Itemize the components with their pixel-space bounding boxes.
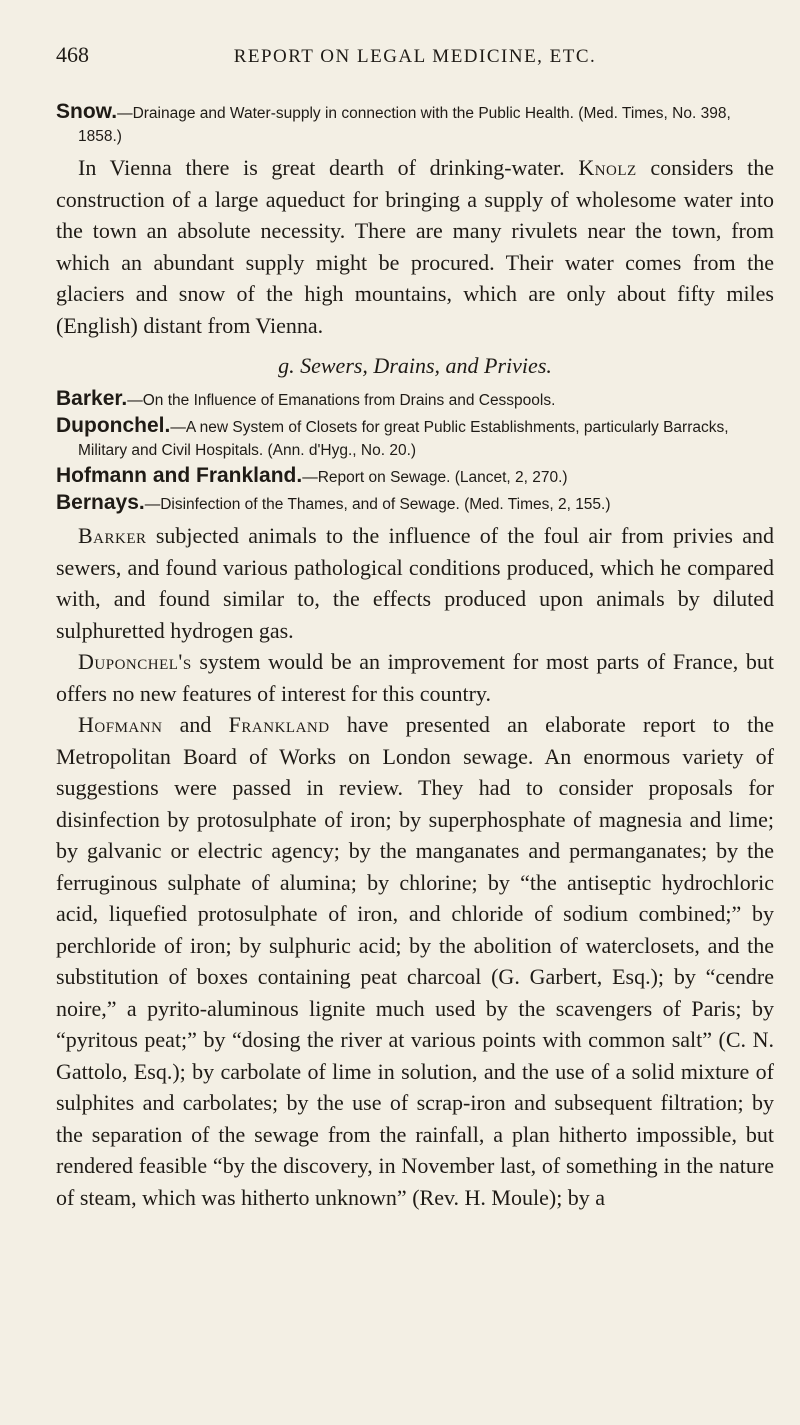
section-heading: g. Sewers, Drains, and Privies. — [278, 353, 552, 378]
author-name-barker: Barker — [78, 523, 147, 548]
conjunction-text: and — [162, 712, 229, 737]
reference-hofmann-frankland — [56, 464, 774, 489]
reference-snow — [56, 100, 774, 148]
document-page — [56, 42, 774, 1402]
author-name-frankland: Frankland — [228, 712, 330, 737]
author-name-hofmann: Hofmann — [78, 712, 163, 737]
reference-author: Barker. — [56, 387, 128, 410]
header-title: REPORT ON LEGAL MEDICINE, ETC. — [233, 46, 597, 67]
author-name-knolz: Knolz — [578, 155, 637, 180]
reference-author: Hofmann and Frankland. — [56, 464, 303, 487]
reference-citation: —On the Influence of Emanations from Drains and Cesspools. — [127, 392, 556, 409]
paragraph-duponchel — [56, 646, 774, 709]
reference-author: Snow. — [56, 100, 118, 123]
reference-citation: —A new System of Closets for great Public Establishments, particularly Barracks, Military and Civil Hospitals. (Ann. d'Hyg., No. 20.) — [78, 419, 729, 459]
paragraph-text: have presented an elaborate report to the Metropolitan Board of Works on London sewage. An enormous variety of suggestions were passed in review. They had to consider proposals for disinfection by protosulphate of iron; by superphosphate of magnesia and lime; by galvanic or electric agency; by the manganates and permanganates; by the ferruginous sulphate of alumina; by chlorine; by “the antiseptic hydrochloric acid, liquefied protosulphate of iron, and chloride of sodium combined;” by perchloride of iron; by sulphuric acid; by the abolition of waterclosets, and the substitution of boxes containing peat charcoal (G. Garbert, Esq.); by “cendre noire,” a pyrito-aluminous lignite much used by the scavengers of Paris; by “pyritous peat;” by “dosing the river at various points with common salt” (C. N. Gattolo, Esq.); by carbolate of lime in solution, and the use of a solid mixture of sulphites and carbolates; by the use of scrap-iron and subsequent filtration; by the separation of the sewage from the rainfall, a plan hitherto impossible, but rendered feasible “by the discovery, in November last, of something in the nature of steam, which was hitherto unknown” (Rev. H. Moule); by a — [56, 712, 774, 1210]
paragraph-text: In Vienna there is great dearth of drinking-water. — [78, 155, 579, 180]
reference-citation: —Drainage and Water-supply in connection with the Public Health. (Med. Times, No. 398, 1858.) — [78, 105, 731, 145]
paragraph-text: considers the construction of a large aqueduct for bringing a supply of wholesome water into the town an absolute necessity. There are many rivulets near the town, from which an abundant supply might be procured. Their water comes from the glaciers and snow of the high mountains, which are only about fifty miles (English) distant from Vienna. — [56, 155, 774, 338]
author-name-duponchel: Duponchel's — [78, 649, 192, 674]
paragraph-vienna — [56, 152, 774, 341]
reference-citation: —Disinfection of the Thames, and of Sewage. (Med. Times, 2, 155.) — [144, 496, 611, 513]
paragraph-text: system would be an improvement for most parts of France, but offers no new features of interest for this country. — [56, 649, 774, 706]
reference-author: Duponchel. — [56, 414, 171, 437]
reference-barker — [56, 387, 774, 412]
page-number: 468 — [56, 42, 89, 67]
reference-author: Bernays. — [56, 491, 145, 514]
paragraph-text: subjected animals to the influence of the foul air from privies and sewers, and found various pathological conditions produced, which he compared with, and found similar to, the effects produced upon animals by diluted sulphuretted hydrogen gas. — [56, 523, 774, 643]
reference-duponchel — [56, 414, 774, 462]
reference-citation: —Report on Sewage. (Lancet, 2, 270.) — [302, 469, 568, 486]
reference-bernays — [56, 491, 774, 516]
paragraph-barker — [56, 520, 774, 646]
header-gap — [56, 78, 774, 100]
paragraph-hofmann-frankland — [56, 709, 774, 1213]
running-head — [56, 42, 774, 78]
